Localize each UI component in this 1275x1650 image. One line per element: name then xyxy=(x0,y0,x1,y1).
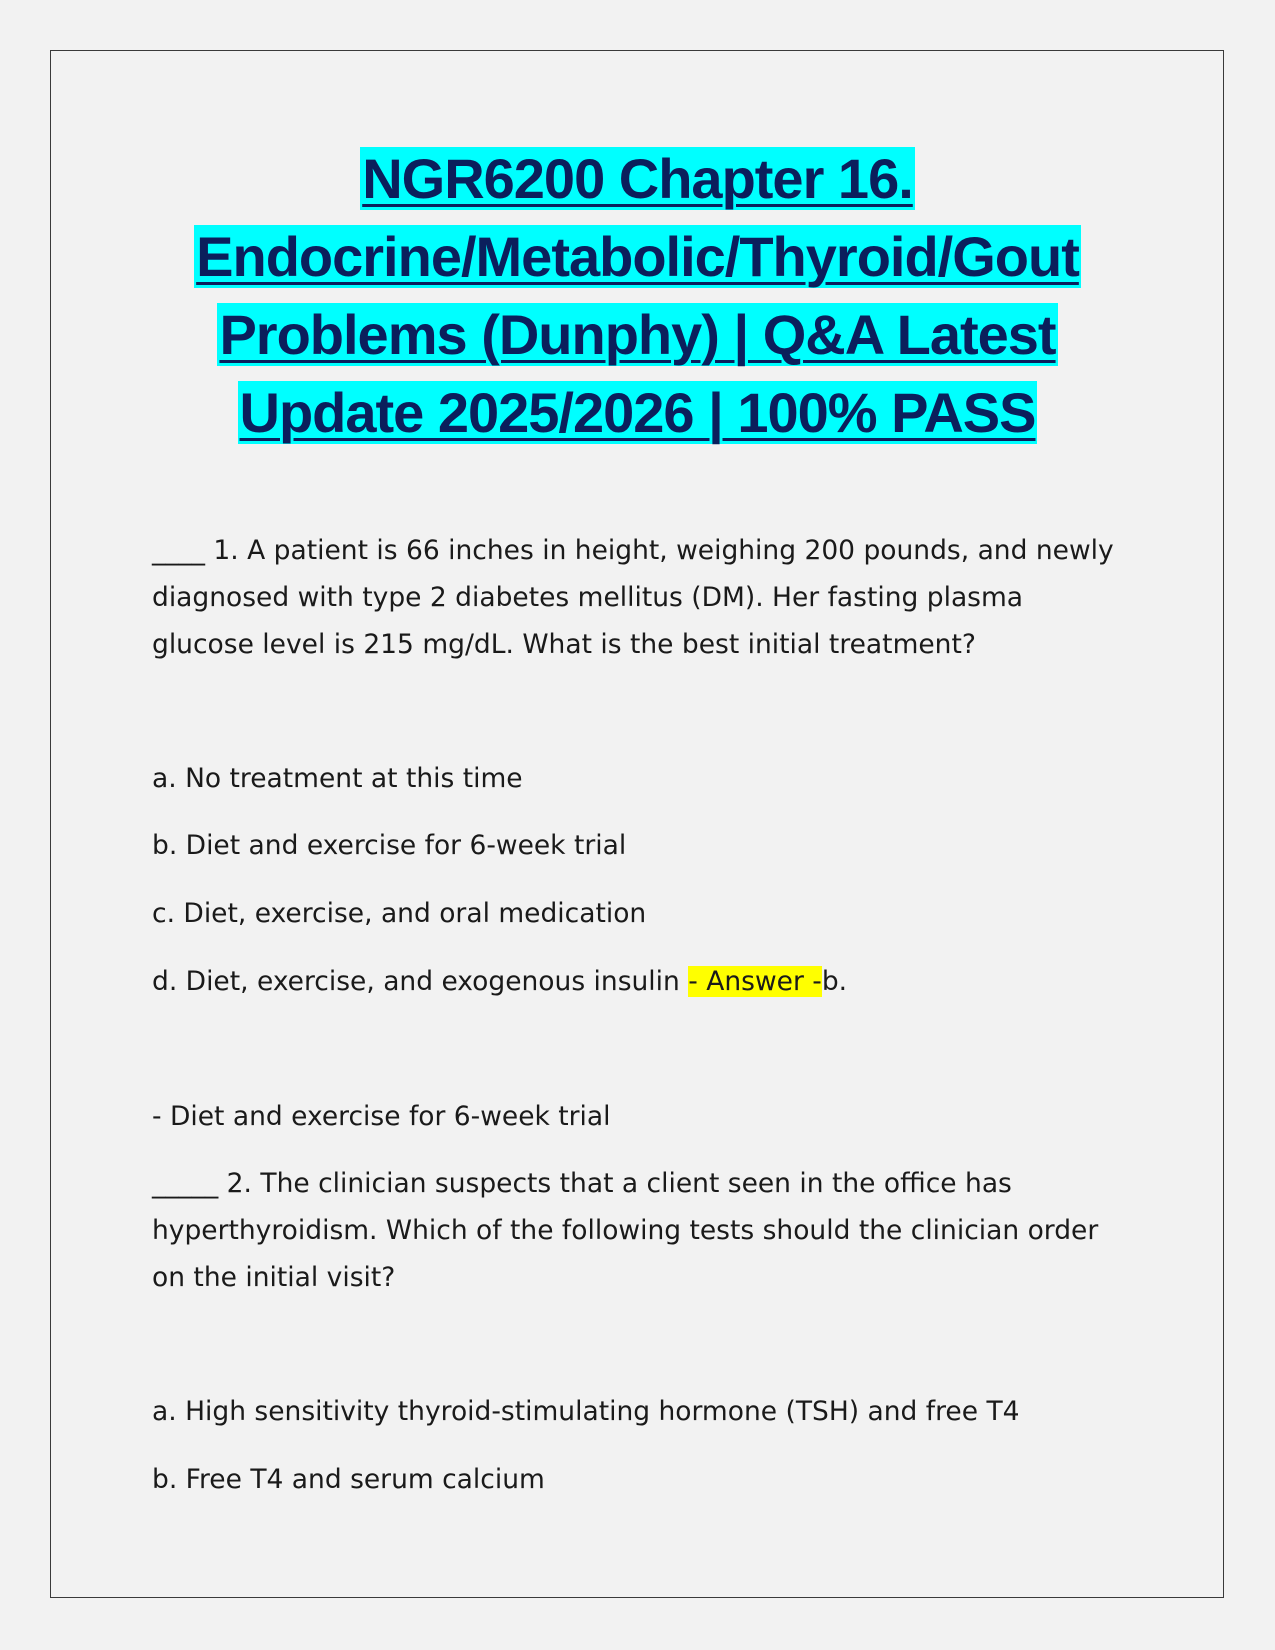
question-2-option-b: b. Free T4 and serum calcium xyxy=(152,1464,545,1495)
document-title xyxy=(60,140,1215,452)
answer-marker: - Answer - xyxy=(688,966,822,997)
question-2-option-a: a. High sensitivity thyroid-stimulating hormone (TSH) and free T4 xyxy=(152,1396,1020,1427)
option-d-text: d. Diet, exercise, and exogenous insulin xyxy=(152,966,689,997)
question-1-stem: ____ 1. A patient is 66 inches in height, weighing 200 pounds, and newly diagnosed with type 2 diabetes mellitus (DM). Her fasting plasma glucose level is 215 mg/dL. What is the best initial treatment? xyxy=(152,535,1114,660)
title-line-3: Problems (Dunphy) | Q&A Latest xyxy=(219,303,1056,366)
title-line-4: Update 2025/2026 | 100% PASS xyxy=(239,381,1036,444)
question-1-option-c: c. Diet, exercise, and oral medication xyxy=(152,898,647,929)
question-1-option-d xyxy=(152,958,1132,1005)
question-2-stem: _____ 2. The clinician suspects that a client seen in the office has hyperthyroidism. Which of the following tests should the clinician order on the initial visit? xyxy=(152,1168,1099,1293)
title-line-1: NGR6200 Chapter 16. xyxy=(362,147,913,210)
question-1-option-b: b. Diet and exercise for 6-week trial xyxy=(152,830,627,861)
question-1-explanation: - Diet and exercise for 6-week trial xyxy=(152,1101,611,1132)
title-line-2: Endocrine/Metabolic/Thyroid/Gout xyxy=(196,225,1079,288)
question-1-option-a: a. No treatment at this time xyxy=(152,763,523,794)
answer-letter: b. xyxy=(821,966,848,997)
